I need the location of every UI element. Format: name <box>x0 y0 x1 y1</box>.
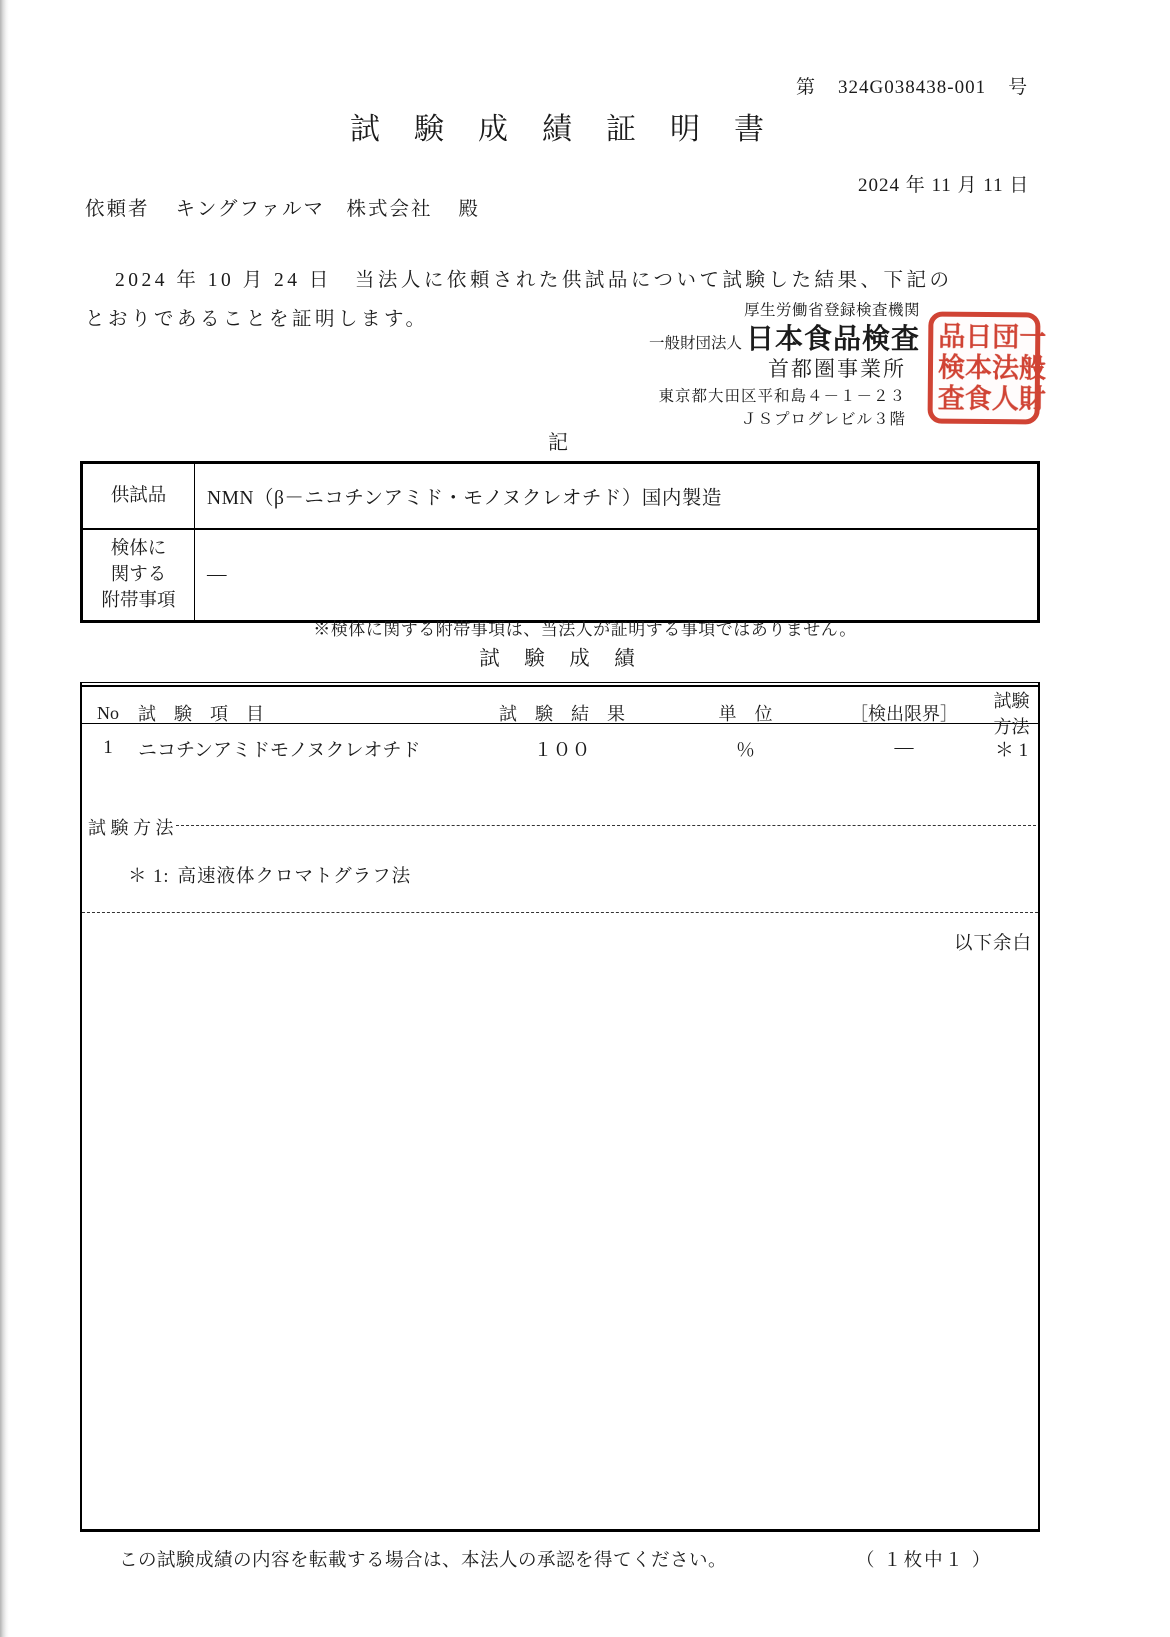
sample-remarks-label-line3: 附帯事項 <box>101 590 176 611</box>
issuer-corp-type: 一般財団法人 <box>648 334 742 352</box>
issuer-org-name: 日本食品検査 <box>745 323 920 355</box>
issuer-org-line <box>600 323 920 355</box>
issuer-registration: 厚生労働省登録検査機関 <box>743 302 920 319</box>
sample-label: 供試品 <box>82 463 195 529</box>
header-detection-limit: ［検出限界］ <box>850 704 958 724</box>
results-section-heading: 試 験 成 績 <box>479 648 637 670</box>
client-name: キングファルマ 株式会社 <box>175 199 433 220</box>
end-of-content-note: 以下余白 <box>953 934 1032 954</box>
method-name: 高速液体クロマトグラフ法 <box>177 867 412 887</box>
header-no: No <box>97 702 119 723</box>
dashed-line <box>82 912 1038 913</box>
sample-remarks-row <box>82 529 1039 622</box>
seal-column-4: 品検査 <box>933 321 965 415</box>
record-mark: 記 <box>548 432 568 454</box>
page-title: 試 験 成 績 証 明 書 <box>350 113 766 146</box>
remarks-disclaimer-note: ※検体に関する附帯事項は、当法人が証明する事項ではありません。 <box>313 620 857 639</box>
footer-notice: この試験成績の内容を転載する場合は、本法人の承認を得てください。 <box>119 1551 728 1571</box>
client-label: 依頼者 <box>85 199 150 220</box>
sample-row <box>82 463 1039 529</box>
seal-column-2: 団法人 <box>987 321 1019 415</box>
certification-statement-line1: 2024 年 10 月 24 日 当法人に依頼された供試品について試験した結果、下記の <box>115 270 953 291</box>
sample-remarks-label-line2: 関する <box>110 564 167 585</box>
client-honorific: 殿 <box>458 199 481 220</box>
document-number-suffix: 号 <box>1008 77 1029 98</box>
document-number <box>796 72 1028 99</box>
seal-column-1: 一般財 <box>1014 321 1046 416</box>
client-line <box>85 193 480 221</box>
method-section-separator <box>82 814 1038 840</box>
row-test-item: ニコチンアミドモノヌクレオチド <box>138 739 421 761</box>
method-item <box>82 862 1038 888</box>
footer-page-count: （ １枚中１ ） <box>856 1551 993 1571</box>
results-table <box>80 682 1040 1532</box>
issuer-office: 首都圏事業所 <box>768 356 906 381</box>
certification-statement-line2: とおりであることを証明します。 <box>85 309 429 330</box>
corporate-seal-stamp <box>928 312 1046 425</box>
sample-remarks-label <box>82 529 195 622</box>
row-test-result: １００ <box>533 739 591 761</box>
issuer-address-line2: ＪＳプログレビル３階 <box>740 411 906 428</box>
issuer-address-line1: 東京都大田区平和島４－１－２３ <box>658 387 906 405</box>
results-table-row <box>82 724 1038 772</box>
document-number-prefix: 第 <box>796 77 817 98</box>
dashed-line <box>176 825 1037 826</box>
row-unit: ％ <box>735 739 755 761</box>
sample-info-table <box>80 461 1040 623</box>
document-number-value: 324G038438-001 <box>838 77 987 98</box>
issuer-block <box>600 303 920 428</box>
header-test-method: 試験方法 <box>993 691 1030 737</box>
row-detection-limit: ― <box>894 737 914 758</box>
row-no: 1 <box>103 737 113 758</box>
seal-column-3: 日本食 <box>960 321 992 415</box>
header-test-item: 試 験 項 目 <box>138 704 264 724</box>
scan-edge-shadow <box>0 0 9 1637</box>
sample-value: NMN（β－ニコチンアミド・モノヌクレオチド）国内製造 <box>195 463 1039 529</box>
header-test-result: 試 験 結 果 <box>499 704 625 724</box>
method-section-label: 試 験 方 法 <box>88 818 174 838</box>
results-table-header <box>82 687 1038 737</box>
issue-date: 2024 年 11 月 11 日 <box>858 175 1030 196</box>
sample-remarks-value: ― <box>195 529 1039 622</box>
sample-remarks-label-line1: 検体に <box>110 538 167 559</box>
header-unit: 単 位 <box>718 704 773 724</box>
row-test-method: ＊ 1 <box>994 739 1029 761</box>
method-ref: ＊ 1: <box>128 867 170 887</box>
